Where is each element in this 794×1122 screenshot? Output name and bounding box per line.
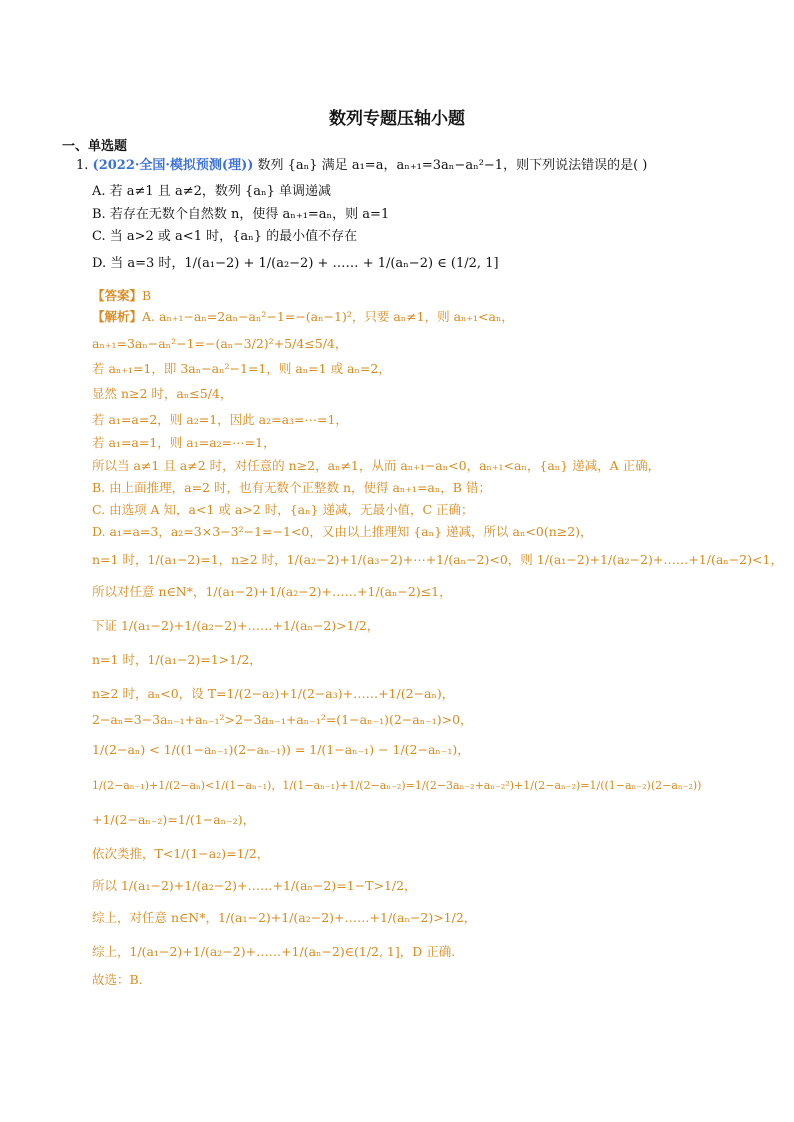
page-title: 数列专题压轴小题: [329, 109, 465, 129]
solution-line: 综上，1/(a₁−2)+1/(a₂−2)+……+1/(aₙ−2)∈(1/2, 1]，D 正确.: [92, 944, 456, 959]
question-stem: 数列 {aₙ} 满足 a₁=a，aₙ₊₁=3aₙ−aₙ²−1，则下列说法错误的是( ): [257, 158, 648, 173]
question-number: 1.: [76, 158, 89, 173]
option-a: A. 若 a≠1 且 a≠2，数列 {aₙ} 单调递减: [92, 184, 332, 199]
solution-line: 若 aₙ₊₁=1，即 3aₙ−aₙ²−1=1，则 aₙ=1 或 aₙ=2，: [92, 361, 391, 376]
solution-line: 若 a₁=a=2，则 a₂=1，因此 a₂=a₃=⋯=1，: [92, 412, 348, 427]
solution-line: 故选：B.: [92, 972, 143, 987]
solution-line: n=1 时，1/(a₁−2)=1>1/2，: [92, 652, 262, 667]
question-source-tag: (2022·全国·模拟预测(理)): [92, 158, 254, 173]
answer-value: B: [142, 288, 152, 303]
solution-line: 综上，对任意 n∈N*，1/(a₁−2)+1/(a₂−2)+……+1/(aₙ−2)>1/2，: [92, 910, 477, 925]
solution-line: n≥2 时，aₙ<0，设 T=1/(2−a₂)+1/(2−a₃)+……+1/(2−aₙ)，: [92, 686, 455, 701]
solution-line: B. 由上面推理，a=2 时，也有无数个正整数 n，使得 aₙ₊₁=aₙ，B 错；: [92, 480, 491, 495]
solution-line: 显然 n≥2 时，aₙ≤5/4，: [92, 386, 233, 401]
solution-line: +1/(2−aₙ₋₂)=1/(1−aₙ₋₂)，: [92, 812, 256, 827]
solution-line: 所以当 a≠1 且 a≠2 时，对任意的 n≥2，aₙ≠1，从而 aₙ₊₁−aₙ<0，aₙ₊₁<aₙ，{aₙ} 递减，A 正确，: [92, 458, 661, 473]
solution-line: C. 由选项 A 知，a<1 或 a>2 时，{aₙ} 递减，无最小值，C 正确；: [92, 502, 474, 517]
option-d: D. 当 a=3 时，1/(a₁−2) + 1/(a₂−2) + …… + 1/(aₙ−2) ∈ (1/2, 1]: [92, 256, 499, 271]
section-heading: 一、单选题: [62, 139, 128, 154]
solution-line: 所以 1/(a₁−2)+1/(a₂−2)+……+1/(aₙ−2)=1−T>1/2，: [92, 878, 417, 893]
solution-line: 【解析】A. aₙ₊₁−aₙ=2aₙ−aₙ²−1=−(aₙ−1)²，只要 aₙ≠1，则 aₙ₊₁<aₙ，: [92, 309, 514, 324]
solution-line: 下证 1/(a₁−2)+1/(a₂−2)+……+1/(aₙ−2)>1/2，: [92, 618, 380, 633]
solution-line: 1/(2−aₙ₋₁)+1/(2−aₙ)<1/(1−aₙ₋₁)，1/(1−aₙ₋₁)+1/(2−aₙ₋₂)=1/(2−3aₙ₋₂+aₙ₋₂²)+1/(2−aₙ₋₂)=1/((1−aₙ₋₂)(2−aₙ₋₂)): [92, 779, 702, 792]
solution-line: aₙ₊₁=3aₙ−aₙ²−1=−(aₙ−3/2)²+5/4≤5/4，: [92, 336, 348, 351]
solution-line: D. a₁=a=3，a₂=3×3−3²−1=−1<0，又由以上推理知 {aₙ} 递减，所以 aₙ<0(n≥2)，: [92, 524, 593, 539]
option-b: B. 若存在无数个自然数 n，使得 aₙ₊₁=aₙ，则 a=1: [92, 207, 390, 222]
answer-line: [92, 288, 151, 304]
solution-line: 1/(2−aₙ) < 1/((1−aₙ₋₁)(2−aₙ₋₁)) = 1/(1−aₙ₋₁) − 1/(2−aₙ₋₁)，: [92, 742, 470, 757]
solution-line: 依次类推，T<1/(1−a₂)=1/2，: [92, 846, 270, 861]
solution-line: n=1 时，1/(a₁−2)=1，n≥2 时，1/(a₂−2)+1/(a₃−2)+⋯+1/(aₙ−2)<0，则 1/(a₁−2)+1/(a₂−2)+……+1/(aₙ−2)<1，: [92, 552, 783, 567]
question-stem-line: [76, 158, 647, 174]
solution-line: 2−aₙ=3−3aₙ₋₁+aₙ₋₁²>2−3aₙ₋₁+aₙ₋₁²=(1−aₙ₋₁)(2−aₙ₋₁)>0，: [92, 712, 473, 727]
solution-line: 若 a₁=a=1，则 a₁=a₂=⋯=1，: [92, 435, 276, 450]
solution-label: 【解析】: [92, 309, 143, 324]
answer-label: 【答案】: [92, 288, 143, 303]
option-c: C. 当 a>2 或 a<1 时，{aₙ} 的最小值不存在: [92, 229, 358, 244]
solution-line: 所以对任意 n∈N*，1/(a₁−2)+1/(a₂−2)+……+1/(aₙ−2)≤1，: [92, 584, 452, 599]
